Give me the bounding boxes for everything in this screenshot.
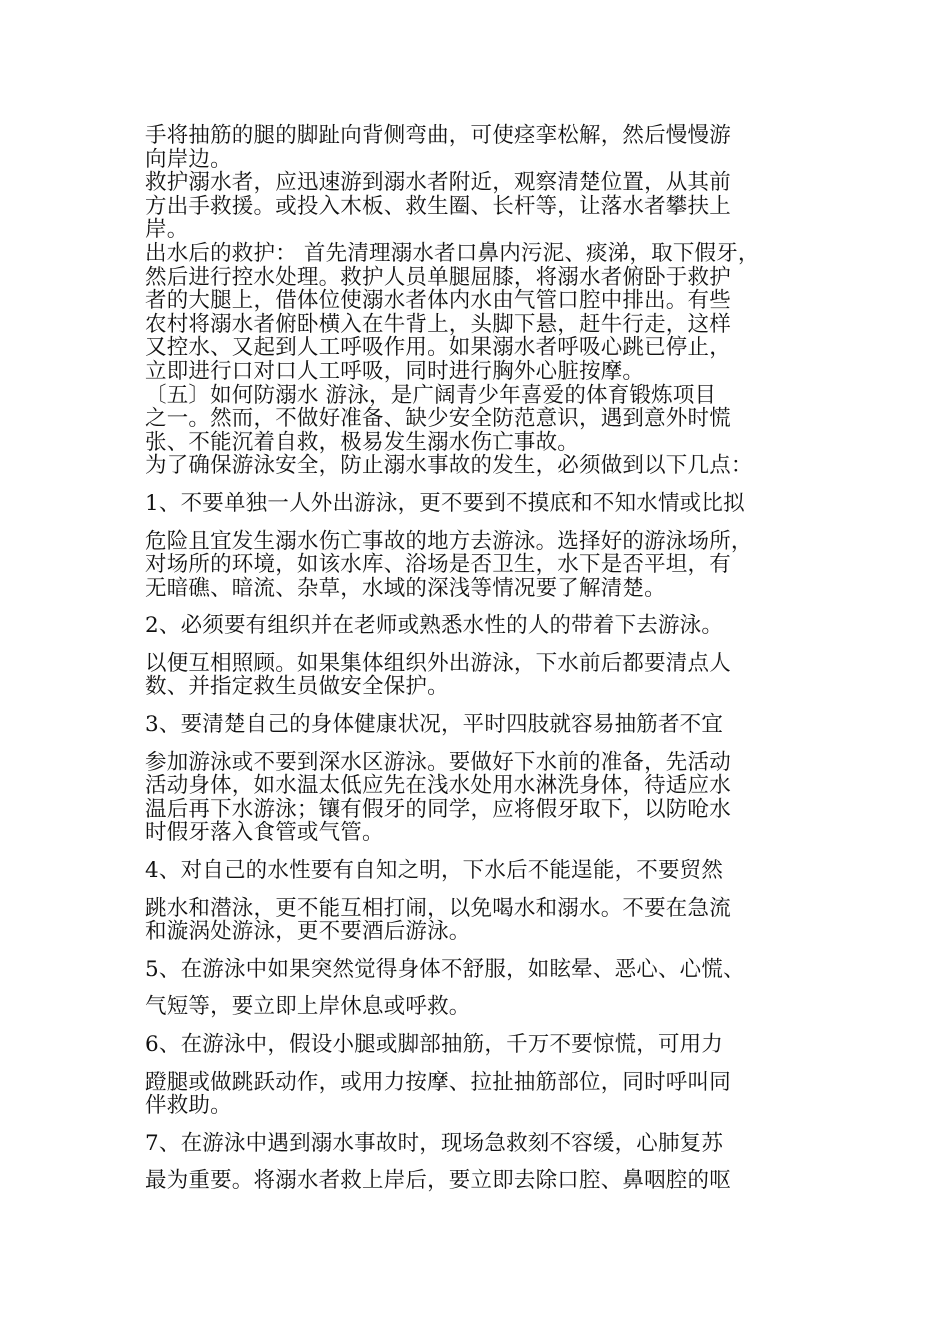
text-line: 6、在游泳中，假设小腿或脚部抽筋，千万不要惊慌，可用力: [145, 1032, 724, 1057]
text-line: 4、对自己的水性要有自知之明，下水后不能逞能，不要贸然: [145, 858, 724, 884]
text-line: 最为重要。将溺水者救上岸后，要立即去除口腔、鼻咽腔的呕: [145, 1168, 731, 1194]
text-line: 活动身体，如水温太低应先在浅水处用水淋洗身体，待适应水: [145, 773, 731, 799]
text-line: 岸。: [145, 217, 189, 243]
text-line: 跳水和潜泳，更不能互相打闹，以免喝水和溺水。不要在急流: [145, 895, 731, 921]
text-line: 出水后的救护： 首先清理溺水者口鼻内污泥、痰涕，取下假牙，: [145, 240, 760, 266]
text-line: 危险且宜发生溺水伤亡事故的地方去游泳。选择好的游泳场所，: [145, 528, 753, 554]
text-line: 时假牙落入食管或气管。: [145, 820, 384, 846]
text-line: 无暗礁、暗流、杂草，水域的深浅等情况要了解清楚。: [145, 575, 666, 601]
text-line: 3、要清楚自己的身体健康状况，平时四肢就容易抽筋者不宜: [145, 712, 724, 738]
text-line: 张、不能沉着自救，极易发生溺水伤亡事故。: [145, 429, 580, 455]
text-line: 5、在游泳中如果突然觉得身体不舒服，如眩晕、恶心、心慌、: [145, 956, 745, 982]
text-line: 救护溺水者，应迅速游到溺水者附近，观察清楚位置，从其前: [145, 170, 731, 196]
text-line: 对场所的环境，如该水库、浴场是否卫生，水下是否平坦，有: [145, 552, 731, 578]
text-line: 为了确保游泳安全，防止溺水事故的发生，必须做到以下几点：: [145, 453, 753, 479]
text-line: 2、必须要有组织并在老师或熟悉水性的人的带着下去游泳。: [145, 613, 724, 639]
text-line: 手将抽筋的腿的脚趾向背侧弯曲，可使痉挛松解，然后慢慢游: [145, 123, 731, 148]
text-line: 〔五〕如何防溺水 游泳，是广阔青少年喜爱的体育锻炼项目: [145, 382, 717, 408]
text-line: 然后进行控水处理。救护人员单腿屈膝，将溺水者俯卧于救护: [145, 264, 731, 290]
text-line: 参加游泳或不要到深水区游泳。要做好下水前的准备，先活动: [145, 749, 731, 775]
text-line: 数、并指定救生员做安全保护。: [145, 674, 449, 700]
text-line: 之一。然而，不做好准备、缺少安全防范意识，遇到意外时慌: [145, 406, 731, 432]
text-line: 气短等，要立即上岸休息或呼救。: [145, 994, 471, 1020]
text-line: 向岸边。: [145, 146, 232, 172]
text-line: 和漩涡处游泳，更不要酒后游泳。: [145, 919, 471, 945]
document-body: [145, 124, 820, 1193]
text-line: 以便互相照顾。如果集体组织外出游泳，下水前后都要清点人: [145, 650, 731, 676]
text-line: 立即进行口对口人工呼吸，同时进行胸外心脏按摩。: [145, 358, 645, 384]
text-line: 农村将溺水者俯卧横入在牛背上，头脚下悬，赶牛行走，这样: [145, 311, 731, 337]
text-line: 温后再下水游泳；镶有假牙的同学，应将假牙取下，以防呛水: [145, 796, 731, 822]
text-line: 伴救助。: [145, 1093, 232, 1119]
text-line: 蹬腿或做跳跃动作，或用力按摩、拉扯抽筋部位，同时呼叫同: [145, 1069, 731, 1095]
text-line: 1、不要单独一人外出游泳，更不要到不摸底和不知水情或比拟: [145, 490, 745, 516]
text-line: 7、在游泳中遇到溺水事故时，现场急救刻不容缓，心肺复苏: [145, 1130, 724, 1156]
text-line: 又控水、又起到人工呼吸作用。如果溺水者呼吸心跳已停止，: [145, 335, 731, 361]
text-line: 方出手救援。或投入木板、救生圈、长杆等，让落水者攀扶上: [145, 193, 731, 219]
text-line: 者的大腿上，借体位使溺水者体内水由气管口腔中排出。有些: [145, 288, 731, 314]
